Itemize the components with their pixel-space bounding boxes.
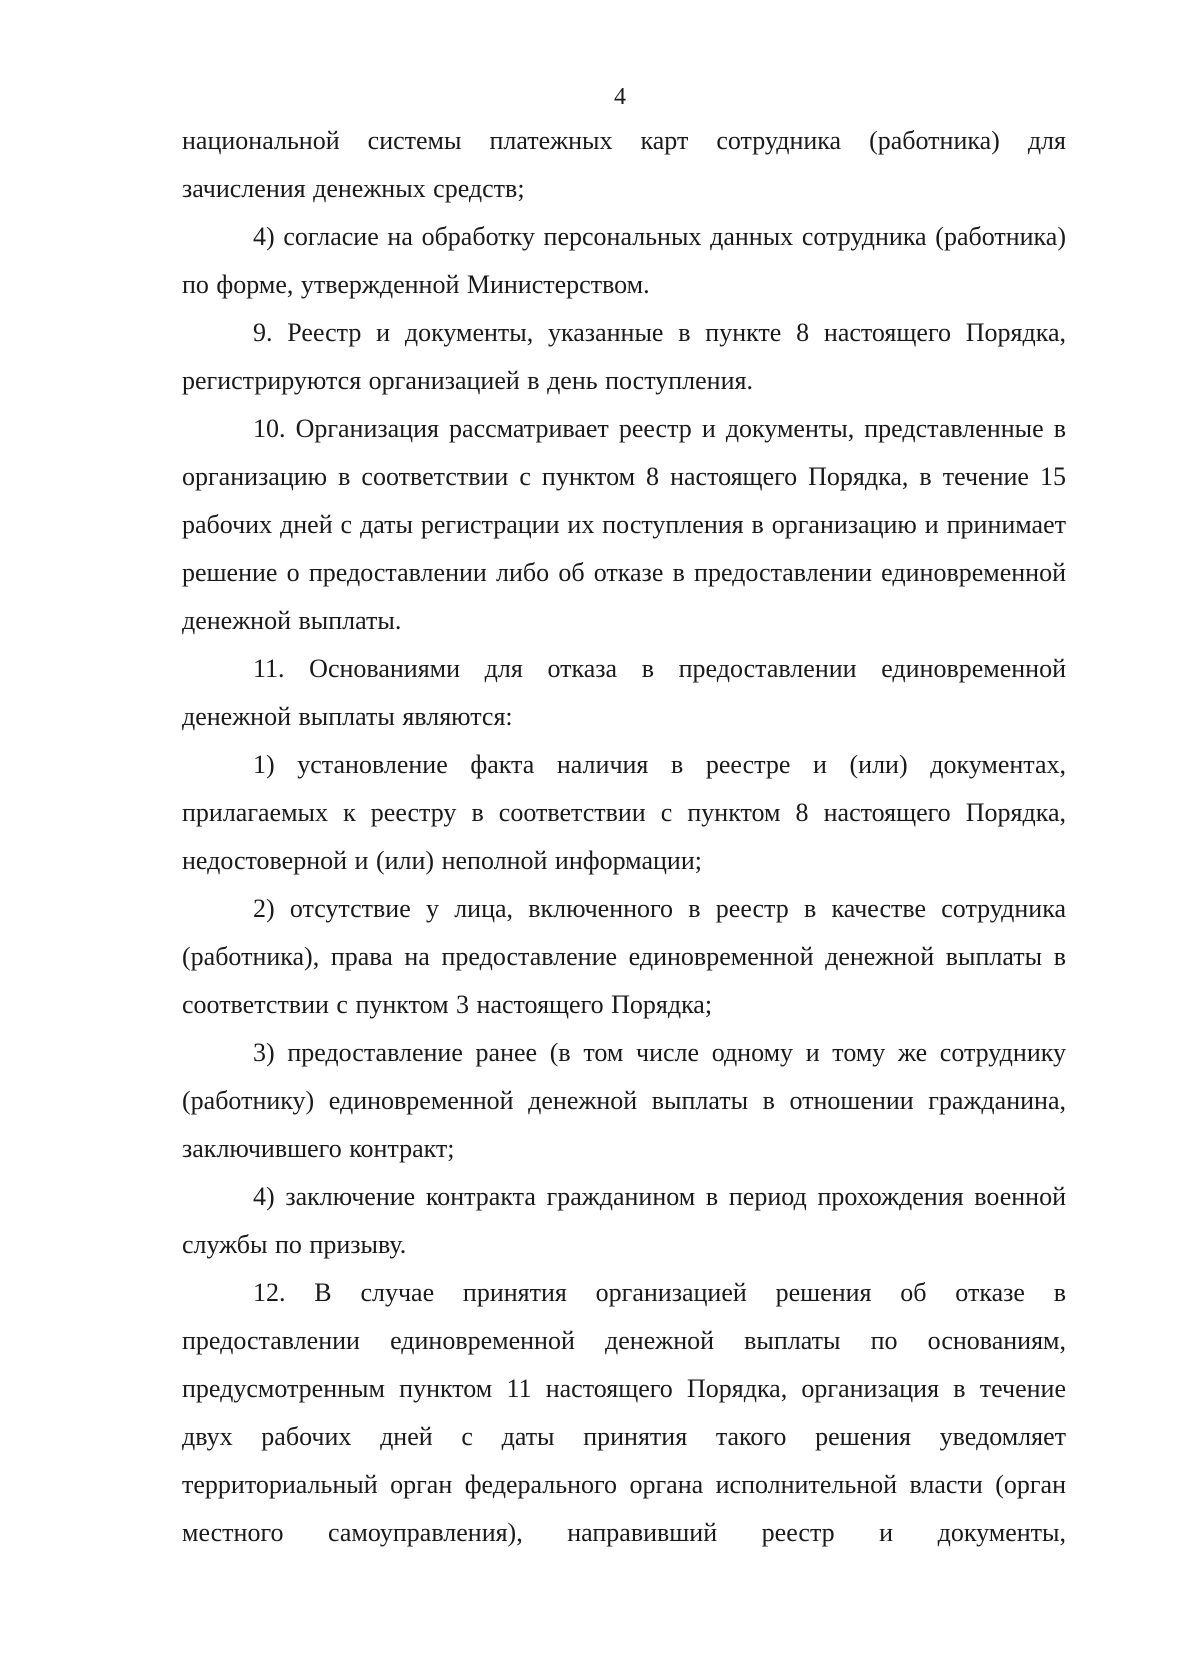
document-body (182, 117, 1066, 1557)
paragraph-clause-9: 9. Реестр и документы, указанные в пункте 8 настоящего Порядка, регистрируются организацией в день поступления. (182, 318, 1066, 395)
page-number: 4 (614, 84, 626, 110)
paragraph-clause-11: 11. Основаниями для отказа в предоставлении единовременной денежной выплаты являются: (182, 654, 1066, 731)
paragraph-item-11-4: 4) заключение контракта гражданином в период прохождения военной службы по призыву. (182, 1182, 1066, 1259)
paragraph-clause-10: 10. Организация рассматривает реестр и документы, представленные в организацию в соответствии с пунктом 8 настоящего Порядка, в течение 15 рабочих дней с даты регистрации их поступления в организацию и принимает решение о предоставлении либо об отказе в предоставлении единовременной денежной выплаты. (182, 414, 1066, 635)
paragraph-item-8-4: 4) согласие на обработку персональных данных сотрудника (работника) по форме, утвержденной Министерством. (182, 222, 1066, 299)
paragraph-item-11-2: 2) отсутствие у лица, включенного в реестр в качестве сотрудника (работника), права на предоставление единовременной денежной выплаты в соответствии с пунктом 3 настоящего Порядка; (182, 894, 1066, 1019)
paragraph-item-11-1: 1) установление факта наличия в реестре и (или) документах, прилагаемых к реестру в соответствии с пунктом 8 настоящего Порядка, недостоверной и (или) неполной информации; (182, 750, 1066, 875)
paragraph-clause-12: 12. В случае принятия организацией решения об отказе в предоставлении единовременной денежной выплаты по основаниям, предусмотренным пунктом 11 настоящего Порядка, организация в течение двух рабочих дней с даты принятия такого решения уведомляет территориальный орган федерального органа исполнительной власти (орган местного самоуправления), направивший реестр и документы, (182, 1278, 1066, 1547)
paragraph-item-11-3: 3) предоставление ранее (в том числе одному и тому же сотруднику (работнику) единовременной денежной выплаты в отношении гражданина, заключившего контракт; (182, 1038, 1066, 1163)
paragraph-continuation: национальной системы платежных карт сотрудника (работника) для зачисления денежных средств; (182, 126, 1066, 203)
